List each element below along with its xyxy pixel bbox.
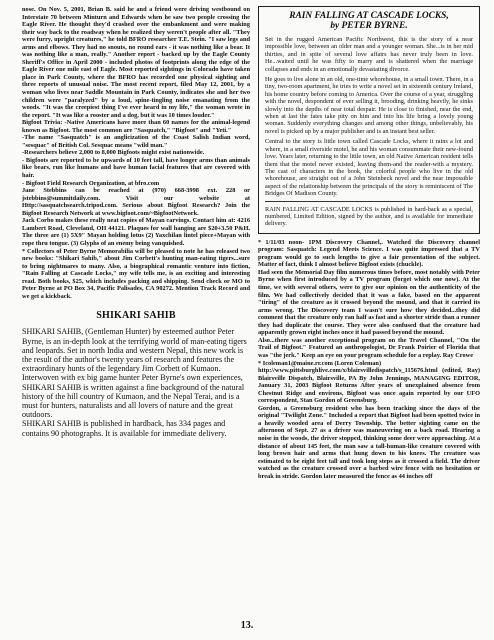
book-box-paragraph: Set in the rugged American Pacific Northwest, this is the story of a near impossible love, between an older man and a younger woman. She...is in her mid thirties, and in spite of several love affairs has never truly been in love. He...waited until he was fifty to marry and is shattered when the marriage collapses and ends in an emotionally devastating divorce. [265, 36, 473, 73]
box-divider [265, 201, 473, 202]
travel-channel-paragraph: Also...there was another exceptional program on the Travel Channel, "On the Trail of Bigfoot." Featured an anthropologist, Dr Frank Poirier of Florida that was "the jerk." Keep an eye on your program schedule for a replay. Ray Crowe [258, 336, 480, 359]
right-column [258, 6, 480, 480]
article-paragraph: nose. On Nov. 5, 2001, Brian B. said he and a friend were driving westbound on Interstate 70 between Minturn and Edwards when he saw two people crossing the Eagle River. He thought they'd crashed over the embankment and were making their way back to the roadway when he realized they weren't people after all. "They were furry, upright creatures," he told BFRO researcher T.E. Stein. "I saw legs and arms and elbows. They had no snouts, no round ears - it was nothing like a bear. It was nothing like a man, really." Another report - backed up by the Eagle County Sheriff's Office in April 2000 - included photos of footprints along the edge of the Eagle River one mile east of Eagle. Most reported sightings in Colorado have taken place in Park County, where the BFRO has recorded one physical sighting and three reports of unusual noise. The most recent report, filed May 12, 2001, by a woman who lives near Saddle Mountain in Park County, indicates she and her two children were "paralyzed" by a loud, spine-tingling noise emanating from the woods. "It was the creepiest thing I've ever heard in my life," the woman wrote in the report. "It was like a rooster and a dog, but it was 10 times louder." [22, 6, 250, 119]
contact-paragraph: Jane Stebbins can be reached at (970) 668-3998 ext. 228 or jstebbins@summitdaily.com. Visit our website at Http://sasquatchsearch.tripod.com. Serious about Bigfoot Research? Join the Bigfoot Research Network at www.bigfoot.com/~BigfootNetwork. [22, 187, 250, 217]
film-paragraph: Had seen the Memorial Day film numerous times before, most notably with Peter Byrne when first introduced by a TV program (forget which one now). At the time, we with several others, were to give our opinion on the authenticity of the film. We had collectively decided that it was a fake, based on the apparent "tiring" of the creature as it crossed beyond the mound, and that it carried its arms wrong. The Discovery team I wasn't sure how they decided...they did comment that the creature only ran half as fast and a shorter stride than a runner they had duplicate the course. They were also confused that the creature had apparently grown eight inches once it had passed beyond the mound. [258, 268, 480, 337]
byrne-books-paragraph: * Collectors of Peter Byrne Memorabilia will be pleased to note he has released two new books: "Shikari Sahib," about Jim Corbett's hunting man-eating tigers...sure to bring nightmares to many. Also, a biographical romantic venture into fiction, "Rain Falling at Cascade Locks," my wife tells me, is an exciting and interesting read. Both books, $25, which includes packing and shipping. Send check or MO to Peter Byrne at PO Box 34, Pacific Palisades, CA 90272. Mention Track Record and we get a kickback. [22, 247, 250, 300]
trivia-paragraph: Bigfoot Trivia: -Native Americans have more than 60 names for the animal-legend known as Bigfoot. The most common are "Sasquatch," "Bigfoot" and "Yeti." [22, 119, 250, 134]
left-column [22, 6, 250, 438]
shikari-sahib-heading: SHIKARI SAHIB [96, 310, 176, 322]
book-box-author: by PETER BYRNE. [330, 21, 408, 31]
rain-falling-book-box [258, 6, 480, 234]
book-box-paragraph: He goes to live alone in an old, one-time whorehouse, in a small town. There, in a tiny, two-room apartment, he tries to write a novel set in sixteenth century Ireland, his home country before coming to America. Over the course of a year, struggling with the novel, despondent of ever selling it, brooding, drinking heavily, he sinks slowly into the depths of near total despair. He is close to finished, near the end, when at last the fates take pity on him and into his life bring a lovely young woman. Suddenly everything changes and among other things, unbelievably, his novel is picked up by a major publisher and is an instant best seller. [265, 76, 473, 135]
trivia-paragraph: -The name "Sasquatch" is an anglicization of the Coast Salish Indian word, "sesquac" of British Col. Sesquac means "wild man." [22, 134, 250, 149]
mayan-carvings-paragraph: Jack Corbo makes these really neat copies of Mayan carvings. Contact him at: 4216 Lambert Road, Cleveland, OH 44121. Plaques for wall hanging are $20+3.50 P&H. The three are (1) 5X9" Mayan holding lotus (2) Yaxchilan lintel piece+Mayan with rope thru tongue. (3) Glyphs of an enemy being vanquished. [22, 217, 250, 247]
shikari-paragraph: Interwoven with ex big game hunter Peter Byrne's own experiences, SHIKARI SAHIB is written against a fine background of the natural history of the hill country of Kumaon, and the Nepal Terai, and is a must for hunters, naturalists and all lovers of nature and the great outdoors. [22, 373, 245, 420]
discovery-paragraph: * 1/11/03 noon- 1PM Discovery Channel,. Watched the Discovery channel program: Sasquatch: Legend Meets Science. I was quite impressed that a TV program would go to such lengths to give a fair presentation of the subject. Matter of fact, think I almost believe Bigfoot exists (chuckle). [258, 238, 480, 269]
trivia-paragraph: - Bigfoots are reported to be upwards of 10 feet tall, have longer arms than animals like bears, run like humans and have human facial features that are covered with hair. [22, 156, 250, 180]
shikari-paragraph: SHIKARI SAHIB is published in hardback, has 334 pages and contains 90 photographs. It is available for immediate delivery. [22, 419, 227, 438]
book-box-title: RAIN FALLING AT CASCADE LOCKS, [289, 11, 449, 21]
page-number: 13. [240, 620, 254, 631]
shikari-paragraph: SHIKARI SAHIB, (Gentleman Hunter) by esteemed author Peter Byrne, is an in-depth look at the terrifying world of man-eating tigers and leopards. Set in north India and western Nepal, this new work is the result of the author's twenty years of research and features the extraordinary hunts of the legendary Jim Corbett of Kumaon. [22, 327, 247, 374]
book-box-paragraph: Central to the story is little town called Cascade Locks, where it rains a lot and where, in a small riverside motel, he and his woman consummate their new-found love. Years later, returning to the little town, an old Native American resident tells them that the motel never existed, leaving them-and the reader-with a mystery. The cast of characters in the book, the colorful people who live in the old whorehouse, are straight out of a John Steinbeck novel and the near impossible aspect of the relationship between the principals of the story is reminiscent of The Bridges Of Madison County. [265, 138, 473, 198]
book-box-availability: RAIN FALLING AT CASCADE LOCKS is published in hard-back as a special, numbered, Limited Edition, signed by the author, and is available for immediate delivery. [265, 205, 473, 228]
trivia-paragraph: -Researchers believe 2,000 to 8,000 Bigfoots might exist nationwide. [22, 149, 205, 157]
email-line: * Icoleman1@maine.rr.com (Loren Coleman) [258, 359, 382, 367]
trivia-source: - Bigfoot Field Research Organization, at bfro.com [22, 179, 160, 187]
gordon-paragraph: Gordon, a Greensburg resident who has been tracking since the days of the original "Twilight Zone." Included a report that Bigfoot had been spotted twice in a heavily wooded area of Derry Township. The better sighting came on the afternoon of Sept. 27 as a driver was maneuvering on a back road. Hearing a noise in the woods, the driver stopped, thinking some deer were approaching. At a distance of about 145 feet, the man saw a tall-human-like creature covered with long brown hair and arms that hung down to his knees. The creature was estimated to be eight feet tall and took long steps as it crossed a field. The driver watched as the creature crossed over a barbed wire fence with no hesitation or break in stride. Gordon later measured the fence as 44 inches off [258, 404, 480, 480]
blairsville-paragraph: http://www.pittsburghlive.com/x/blairsvilledispatch/s_115676.html (edited, Ray) Blairsville Dispatch, Blairsville, PA By John Jennings, MANAGING EDITOR, January 31, 2003 Bigfoot Returns After years of unexplained absence from Chestnut Ridge and environs, Bigfoot was once again reported by our UFO correspondent, Stan Gordon of Greensburg. [258, 367, 480, 405]
